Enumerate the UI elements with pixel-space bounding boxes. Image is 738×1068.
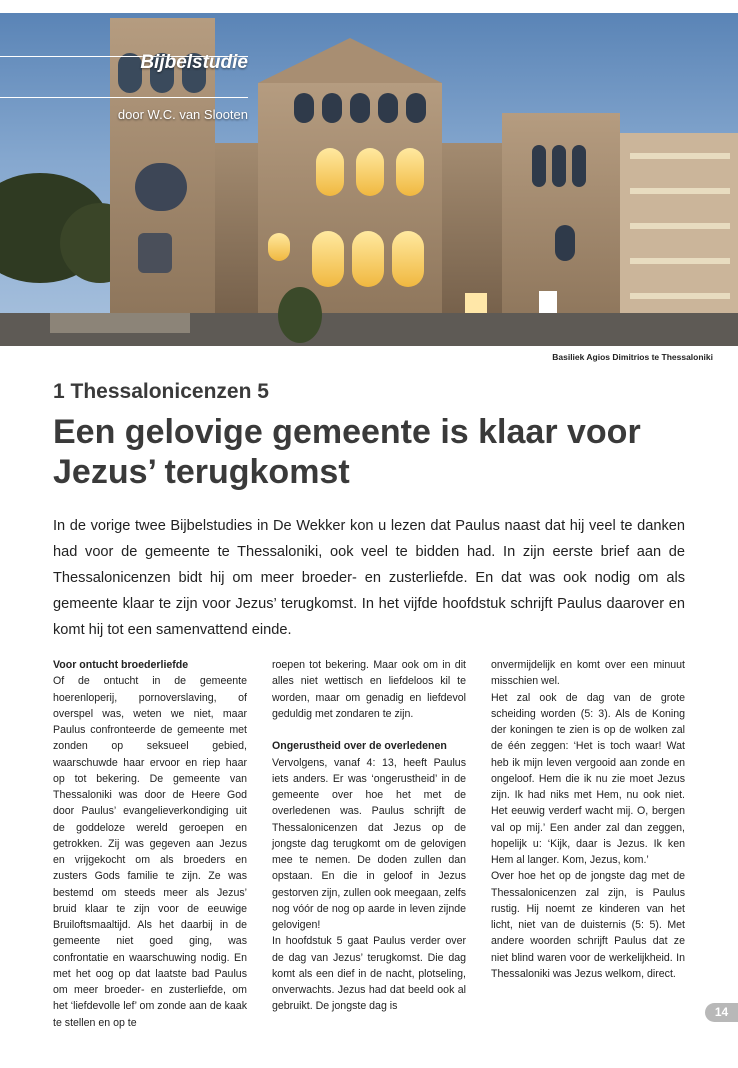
- section-author: door W.C. van Slooten: [117, 107, 248, 122]
- column-1-heading: Voor ontucht broederliefde: [53, 659, 189, 671]
- column-2-text-1: roepen tot bekering. Maar ook om in dit alles niet wettisch en liefdeloos kil te worden, maar om genadig en liefdevol geduldig met zondaren te zijn.: [272, 659, 466, 720]
- column-3-text-1: onvermijdelijk en komt over een minuut misschien wel.: [491, 659, 685, 688]
- column-3-text-3: Over hoe het op de jongste dag met de Thessalonicenzen zal zijn, is Paulus rustig. Hij noemt ze kinderen van het licht, niet van de duisternis (5: 5). Met andere woorden schrijft Paulus dat ze niet blind waren voor de werkelijkheid. In Thessaloniki was Jezus welkom, direct.: [491, 870, 685, 980]
- article-subtitle: 1 Thessalonicenzen 5: [53, 380, 269, 403]
- column-3-text-2: Het zal ook de dag van de grote scheiding worden (5: 3). Als de Koning der koningen te zien is op de wolken zal de één zeggen: ‘Het is toch waar! Wat heb ik mijn leven vergooid aan zonde en ongeloof. Hem die ik nu zie moet Jezus zijn. Ik had niks met Hem, nu ook niet. Het eeuwig verderf wacht mij. O, bergen val op mij.’ Een ander zal dan zeggen, hopelijk u: ‘Kijk, daar is Jezus. Ik ken Hem al langer. Kom, Jezus, kom.’: [491, 691, 685, 866]
- photo-caption: Basiliek Agios Dimitrios te Thessaloniki: [552, 352, 713, 362]
- article-column-2: [272, 657, 466, 1015]
- column-2-text-2: Vervolgens, vanaf 4: 13, heeft Paulus iets anders. Er was ‘ongerustheid’ in de gemeente over hoe het met de overledenen was. Paulus schrijft de Thessalonicenzen dat Jezus op de jongste dag terugkomt om de gelovigen mee te nemen. De doden zullen dan opstaan. En die in geloof in Jezus gestorven zijn, zullen ook meegaan, zelfs nog vóór de nog op aarde in leven zijnde gelovigen!: [272, 756, 466, 931]
- page-number: 14: [705, 1003, 738, 1022]
- column-1-text: Of de ontucht in de gemeente hoerenloperij, pornoverslaving, of overspel was, weten we niet, maar Paulus confronteerde de gemeente met zonden op seksueel gebied, waarschuwde haar ervoor en riep haar op tot bekering. De gemeente van Thessaloniki was door de Heere God door Paulus’ evangelieverkondiging uit de goddeloze wereld geroepen en getrokken. Zij was gegeven aan Jezus en vrijgekocht om als broeders en zusters Gods familie te zijn. Ze was bestemd om steeds meer als Jezus’ bruid klaar te zijn voor de eeuwige Bruiloftsmaaltijd. Als het daarbij in de gemeente niet goed ging, was confrontatie en waarschuwing nodig. En met het oog op dat laatste bad Paulus om meer broeder- en zusterliefde, om het ‘liefdevolle lef’ om zonde aan de kaak te stellen en op te: [53, 675, 247, 1029]
- column-2-heading: Ongerustheid over de overledenen: [272, 740, 447, 753]
- section-title: Bijbelstudie: [140, 52, 248, 73]
- column-2-text-3: In hoofdstuk 5 gaat Paulus verder over de dag van Jezus’ terugkomst. Die dag komt als een dief in de nacht, plotseling, onverwachts. Jezus had dat beeld ook al gebruikt. De jongste dag is: [272, 935, 466, 1013]
- article-intro: In de vorige twee Bijbelstudies in De Wekker kon u lezen dat Paulus naast dat hij veel te danken had voor de gemeente te Thessaloniki, ook veel te bidden had. In zijn eerste brief aan de Thessalonicenzen bidt hij om meer broeder- en zusterliefde. En dat was ook nodig om als gemeente klaar te zijn voor Jezus’ terugkomst. In het vijfde hoofdstuk schrijft Paulus daarover en komt hij tot een samenvattend einde.: [53, 518, 685, 638]
- section-author-rule: [0, 97, 248, 98]
- article-title: Een gelovige gemeente is klaar voor Jezus’ terugkomst: [53, 413, 641, 491]
- article-column-3: [491, 657, 685, 982]
- article-column-1: [53, 657, 247, 1031]
